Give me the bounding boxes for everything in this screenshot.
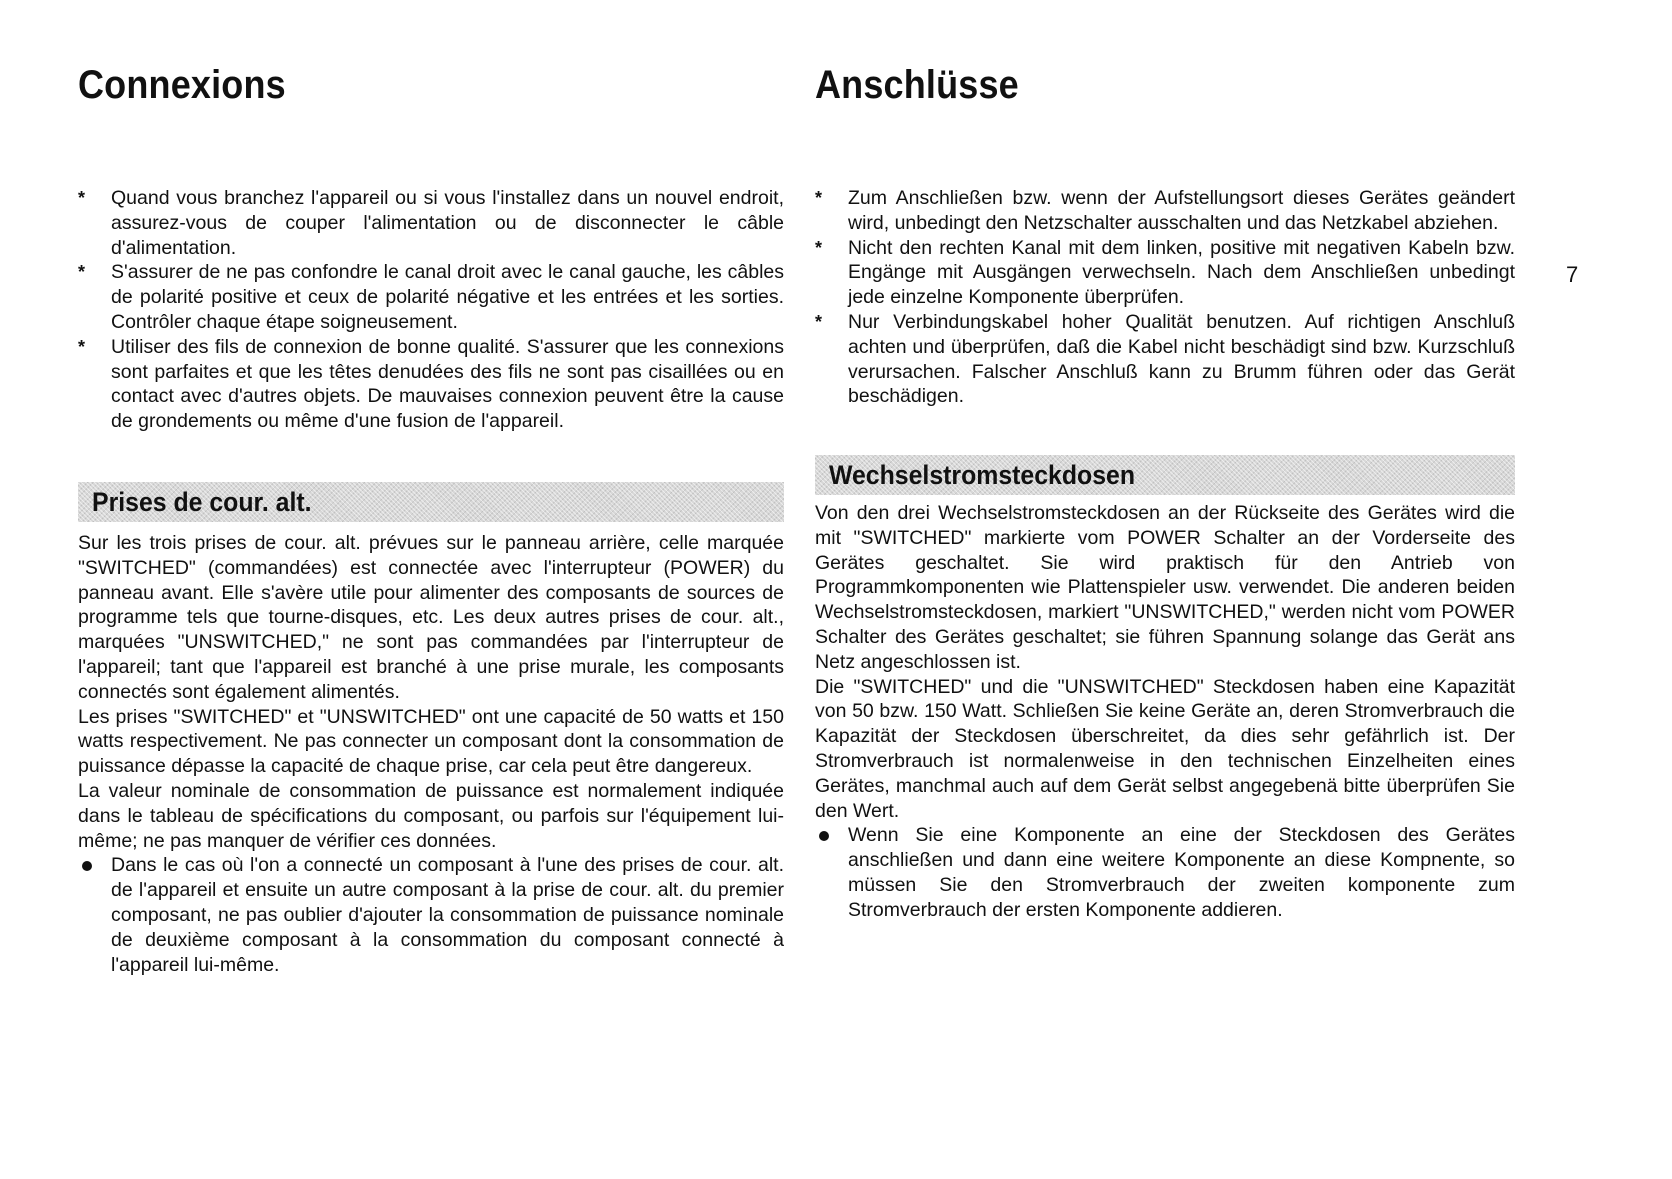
bullet-text: Nur Verbindungskabel hoher Qualität benutzen. Auf richtigen Anschluß achten und überprüfen, daß die Kabel nicht beschädigt sind bzw. Kurzschluß verursachen. Falscher Anschluß kann zu Brumm führen oder das Gerät beschädigen. [848, 310, 1515, 408]
bullet-dot-icon [82, 861, 92, 871]
list-item [78, 853, 784, 977]
french-body [78, 531, 784, 977]
bullet-text: S'assurer de ne pas confondre le canal droit avec le canal gauche, les câbles de polarité positive et ceux de polarité négative et les entrées et les sorties. Contrôler chaque étape soigneusement. [111, 261, 784, 333]
bullet-mark: * [78, 188, 86, 208]
french-bullet-list [78, 186, 784, 434]
list-item [815, 310, 1515, 409]
bullet-text: Utiliser des fils de connexion de bonne qualité. S'assurer que les connexions sont parfaites et que les têtes denudées des fils ne sont pas cisaillées ou en contact avec d'autres objets. De mauvaises connexion peuvent être la cause de grondements ou même d'une fusion de l'appareil. [111, 335, 784, 433]
french-title: Connexions [78, 63, 286, 107]
list-item [815, 186, 1515, 236]
page-number: 7 [1566, 262, 1579, 287]
bullet-mark: * [815, 188, 823, 208]
paragraph: Von den drei Wechselstromsteckdosen an der Rückseite des Gerätes wird die mit "SWITCHED" markierte vom POWER Schalter an der Vorderseite des Gerätes geschaltet. Sie wird praktisch für den Antrieb von Programmkomponenten wie Plattenspieler usw. verwendet. Die anderen beiden Wechselstromsteckdosen, markiert "UNSWITCHED," werden nicht vom POWER Schalter des Gerätes geschaltet; sie führen Spannung solange das Gerät ans Netz angeschlossen ist. [815, 502, 1515, 673]
german-body [815, 501, 1515, 923]
german-section-header [815, 455, 1515, 495]
french-section-title: Prises de cour. alt. [92, 487, 312, 517]
note-text: Wenn Sie eine Komponente an eine der Steckdosen des Gerätes anschließen und dann eine weitere Komponente an diese Kompnente, so müssen Sie den Stromverbrauch der zweiten komponente zum Stromverbrauch der ersten Komponente addieren. [848, 824, 1515, 921]
german-bullet-list [815, 186, 1515, 409]
bullet-dot-icon [819, 831, 829, 841]
paragraph: La valeur nominale de consommation de puissance est normalement indiquée dans le tableau de spécifications du composant, ou parfois sur l'équipement lui-même; ne pas manquer de vérifier ces données. [78, 779, 784, 852]
german-note-list [815, 823, 1515, 922]
bullet-mark: * [815, 237, 823, 258]
list-item [78, 260, 784, 334]
french-note-list [78, 853, 784, 977]
bullet-mark: * [78, 262, 86, 283]
bullet-text: Zum Anschließen bzw. wenn der Aufstellungsort dieses Gerätes geändert wird, unbedingt den Netzschalter ausschalten und das Netzkabel abziehen. [848, 187, 1515, 234]
bullet-text: Nicht den rechten Kanal mit dem linken, positive mit negativen Kabeln bzw. Engänge mit Ausgängen verwechseln. Nach dem Anschließen unbedingt jede einzelne Komponente überprüfen. [848, 236, 1515, 309]
paragraph: Les prises "SWITCHED" et "UNSWITCHED" ont une capacité de 50 watts et 150 watts respectivement. Ne pas connecter un composant dont la consommation de puissance dépasse la capacité de chaque prise, car cela peut être dangereux. [78, 705, 784, 778]
bullet-text: Quand vous branchez l'appareil ou si vous l'installez dans un nouvel endroit, assurez-vous de couper l'alimentation ou de disconnecter le câble d'alimentation. [111, 187, 784, 259]
german-section-title: Wechselstromsteckdosen [829, 460, 1136, 490]
list-item [78, 186, 784, 260]
bullet-mark: * [78, 336, 86, 357]
german-title: Anschlüsse [815, 63, 1019, 107]
list-item [78, 335, 784, 434]
bullet-mark: * [815, 311, 823, 332]
french-section-header [78, 482, 784, 522]
paragraph: Die "SWITCHED" und die "UNSWITCHED" Steckdosen haben eine Kapazität von 50 bzw. 150 Watt. Schließen Sie keine Geräte an, deren Stromverbrauch die Kapazität der Steckdosen überschreitet, da dies sehr gefährlich ist. Der Stromverbrauch ist normalenweise in den technischen Einzelheiten eines Gerätes, manchmal auch auf dem Gerät selbst angegebenä bitte überprüfen Sie den Wert. [815, 675, 1515, 822]
list-item [815, 823, 1515, 922]
paragraph: Sur les trois prises de cour. alt. prévues sur le panneau arrière, celle marquée "SWITCHED" (commandées) est connectée avec l'interrupteur (POWER) du panneau avant. Elle s'avère utile pour alimenter des composants de sources de programme tels que tourne-disques, etc. Les deux autres prises de cour. alt., marquées "UNSWITCHED," ne sont pas commandées par l'interrupteur de l'appareil; tant que l'appareil est branché à une prise murale, les composants connectés sont également alimentés. [78, 532, 784, 703]
list-item [815, 236, 1515, 310]
note-text: Dans le cas où l'on a connecté un composant à l'une des prises de cour. alt. de l'appareil et ensuite un autre composant à la prise de cour. alt. du premier composant, ne pas oublier d'ajouter la consommation de puissance nominale de deuxième composant à la consommation du composant connecté à l'appareil lui-même. [111, 854, 784, 976]
